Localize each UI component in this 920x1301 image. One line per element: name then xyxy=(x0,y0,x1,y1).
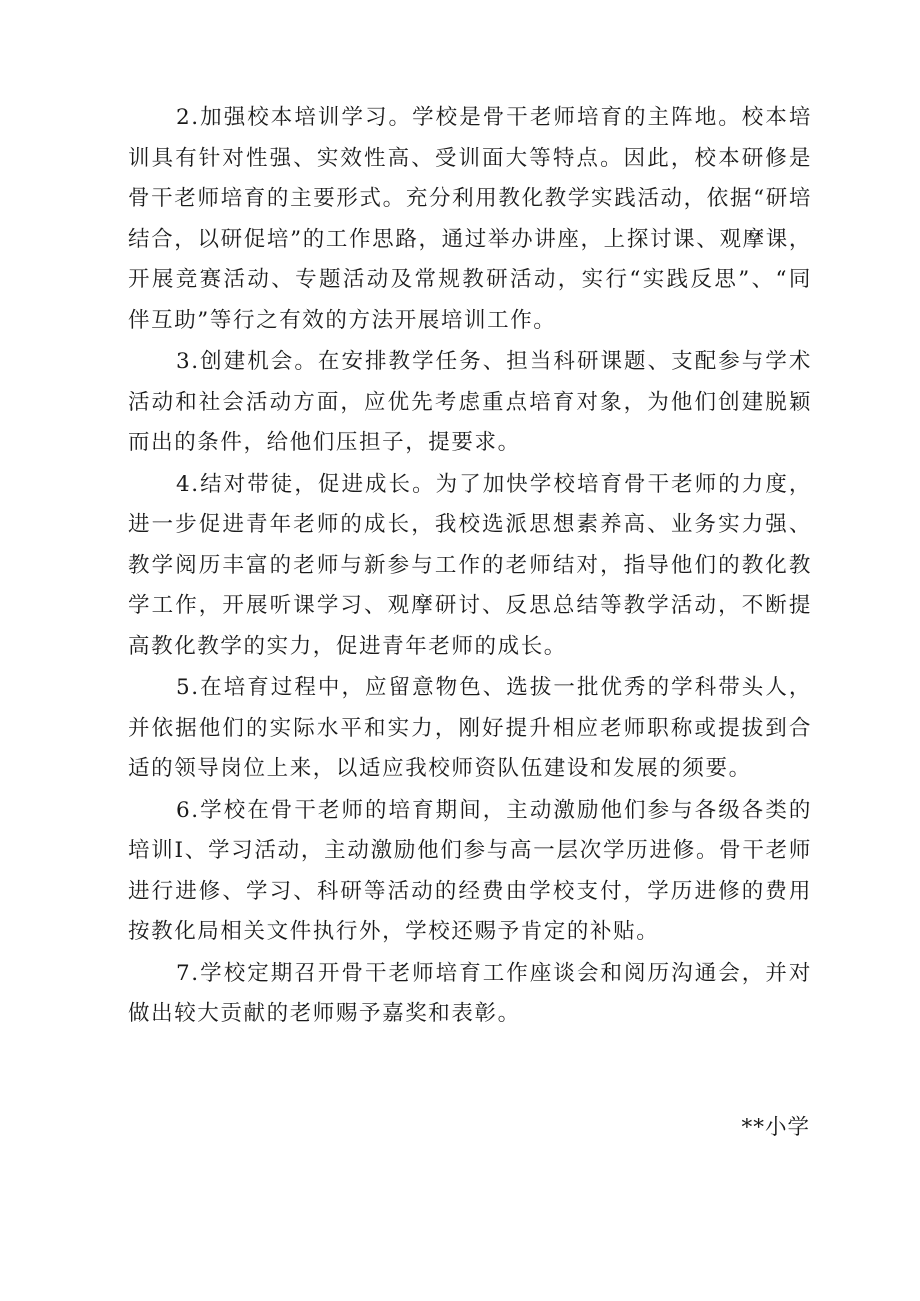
paragraph-item-7: 7.学校定期召开骨干老师培育工作座谈会和阅历沟通会，并对做出较大贡献的老师赐予嘉奖和表彰。 xyxy=(128,960,812,1026)
document-body xyxy=(128,98,812,1036)
paragraph-item-6: 6.学校在骨干老师的培育期间，主动激励他们参与各级各类的培训I、学习活动，主动激励他们参与高一层次学历进修。骨干老师进行进修、学习、科研等活动的经费由学校支付，学历进修的费用按教化局相关文件执行外，学校还赐予肯定的补贴。 xyxy=(128,797,812,944)
paragraph-item-5: 5.在培育过程中，应留意物色、选拔一批优秀的学科带头人，并依据他们的实际水平和实力，刚好提升相应老师职称或提拔到合适的领导岗位上来，以适应我校师资队伍建设和发展的须要。 xyxy=(128,675,812,781)
paragraph-item-4: 4.结对带徒，促进成长。为了加快学校培育骨干老师的力度，进一步促进青年老师的成长，我校选派思想素养高、业务实力强、教学阅历丰富的老师与新参与工作的老师结对，指导他们的教化教学工作，开展听课学习、观摩研讨、反思总结等教学活动，不断提高教化教学的实力，促进青年老师的成长。 xyxy=(128,471,812,659)
paragraph-item-2: 2.加强校本培训学习。学校是骨干老师培育的主阵地。校本培训具有针对性强、实效性高、受训面大等特点。因此，校本研修是骨干老师培育的主要形式。充分利用教化教学实践活动，依据“研培结合，以研促培”的工作思路，通过举办讲座，上探讨课、观摩课，开展竞赛活动、专题活动及常规教研活动，实行“实践反思”、“同伴互助”等行之有效的方法开展培训工作。 xyxy=(128,105,812,333)
school-signature: **小学 xyxy=(741,1115,810,1140)
paragraph-item-3: 3.创建机会。在安排教学任务、担当科研课题、支配参与学术活动和社会活动方面，应优先考虑重点培育对象，为他们创建脱颖而出的条件，给他们压担子，提要求。 xyxy=(128,349,812,455)
